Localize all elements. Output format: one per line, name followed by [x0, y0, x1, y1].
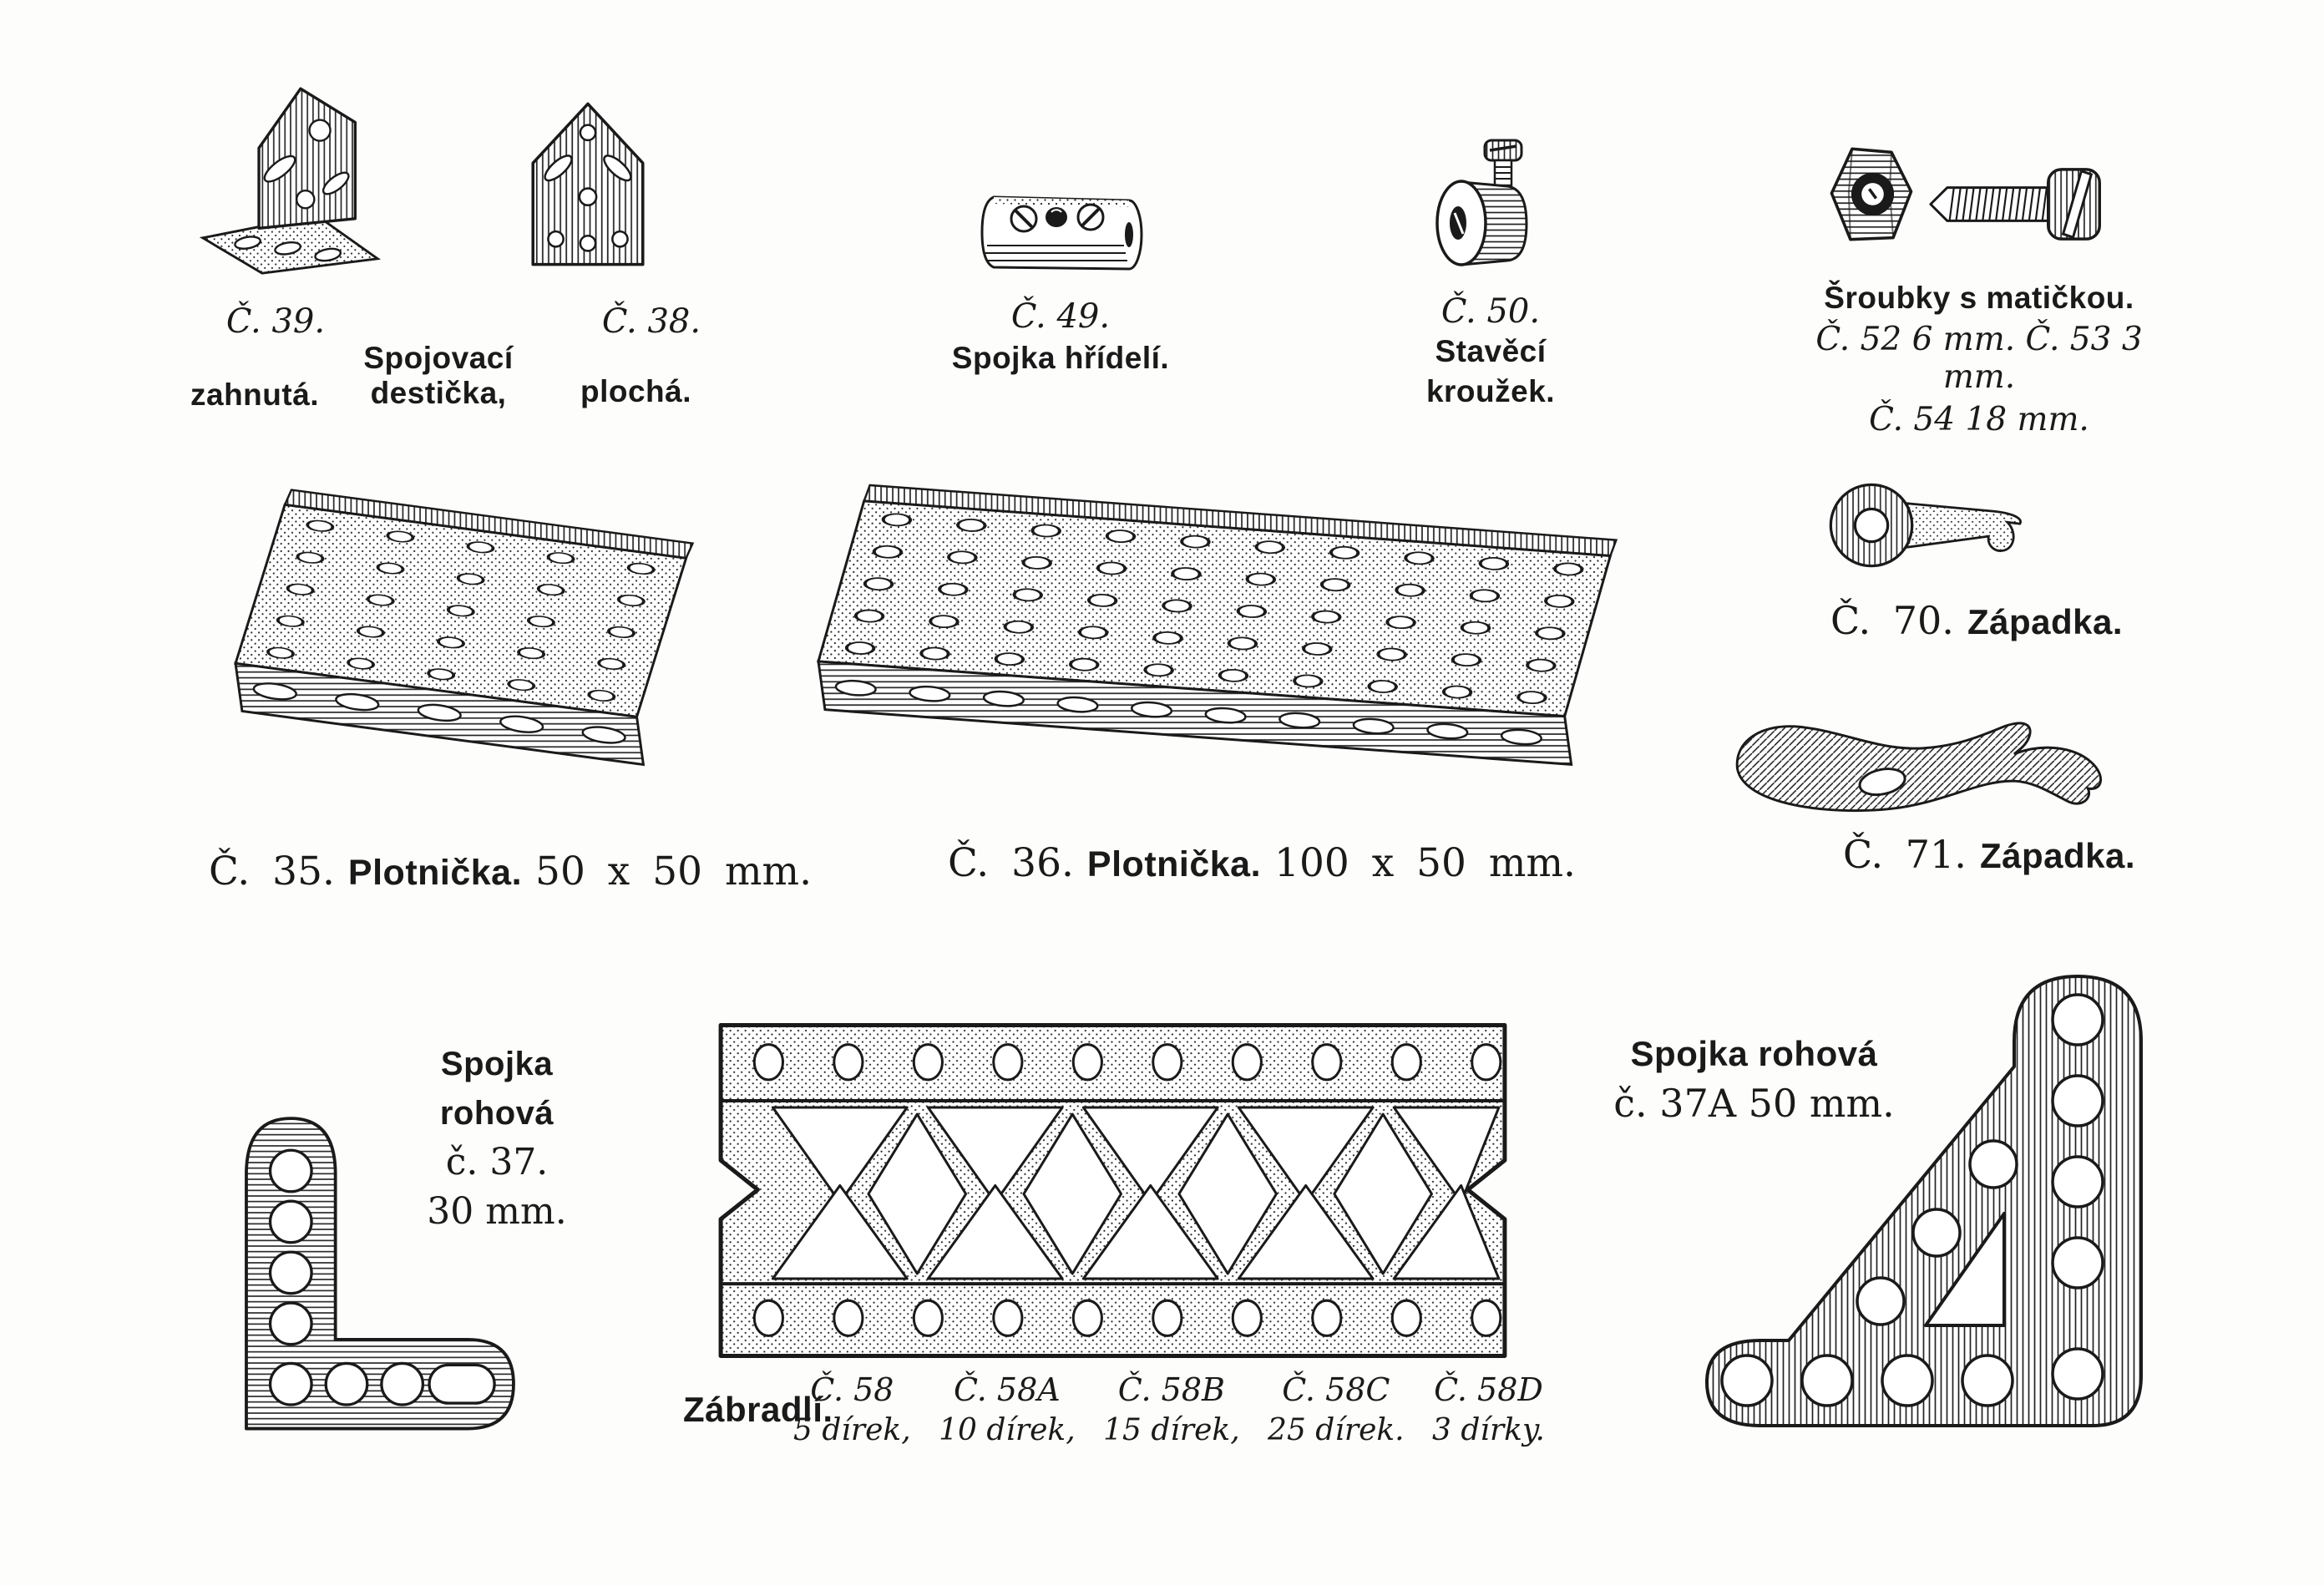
- caption-38-variant-text: plochá.: [580, 374, 692, 408]
- latch-70-drawing: [1823, 470, 2042, 580]
- zabradli-variant-58c: [1268, 1371, 1405, 1447]
- variant-58b-holes: 15 dírek,: [1103, 1413, 1240, 1447]
- caption-screws-row1: Č. 52 6 mm. Č. 53 3 mm.: [1815, 321, 2143, 396]
- caption-zabradli-label-text: Zábradlí.: [683, 1390, 833, 1429]
- caption-50: [1411, 292, 1570, 409]
- latch-71-drawing: [1719, 702, 2136, 828]
- caption-37-name2: rohová: [439, 1095, 554, 1132]
- caption-35: [209, 849, 813, 894]
- caption-37-size: 30 mm.: [427, 1190, 567, 1233]
- variant-58a-holes: 10 dírek,: [939, 1413, 1076, 1447]
- caption-39-38-shared-text: Spojovací destička,: [363, 341, 514, 410]
- caption-71-name: Západka.: [1979, 836, 2136, 875]
- variant-58d-number: Č. 58D: [1434, 1371, 1543, 1408]
- variant-58a-number: Č. 58A: [954, 1371, 1061, 1408]
- nut-drawing: [1823, 140, 1921, 251]
- plate-35-drawing: [225, 468, 731, 842]
- corner-37-drawing: [227, 1104, 549, 1438]
- caption-37a-name: Spojka rohová: [1630, 1034, 1878, 1073]
- caption-37-number: č. 37.: [445, 1141, 549, 1183]
- caption-screws: [1804, 281, 2154, 438]
- caption-35-size: 50 x 50 mm.: [535, 849, 813, 894]
- caption-38-number: [576, 302, 727, 341]
- zabradli-variant-58d: [1432, 1371, 1545, 1447]
- zabradli-variant-58b: [1103, 1371, 1240, 1447]
- caption-36-name: Plotnička.: [1086, 844, 1262, 884]
- caption-39-number-text: Č. 39.: [225, 302, 326, 341]
- caption-50-name2: kroužek.: [1425, 374, 1556, 408]
- variant-58d-holes: 3 dírky.: [1432, 1413, 1545, 1447]
- caption-70-number: Č. 70.: [1830, 598, 1954, 643]
- caption-71-number: Č. 71.: [1842, 832, 1967, 877]
- caption-36-number: Č. 36.: [948, 840, 1074, 886]
- variant-58b-number: Č. 58B: [1117, 1371, 1225, 1408]
- bracket-39-drawing: [196, 71, 384, 276]
- caption-49-name: Spojka hřídelí.: [951, 341, 1170, 375]
- plate-36-drawing: [814, 458, 1678, 840]
- caption-screws-title: Šroubky s matičkou.: [1824, 281, 2134, 315]
- caption-39-38-shared: [292, 341, 585, 411]
- variant-58c-number: Č. 58C: [1282, 1371, 1390, 1408]
- caption-50-number: Č. 50.: [1440, 292, 1541, 331]
- caption-70: [1804, 598, 2163, 643]
- caption-49: [935, 297, 1186, 376]
- variant-58c-holes: 25 dírek.: [1268, 1413, 1405, 1447]
- caption-35-name: Plotnička.: [347, 853, 523, 893]
- caption-50-name1: Stavěcí: [1435, 334, 1547, 368]
- caption-37a-number: č. 37A 50 mm.: [1613, 1081, 1895, 1126]
- caption-screws-row2: Č. 54 18 mm.: [1869, 401, 2089, 438]
- caption-36-size: 100 x 50 mm.: [1274, 840, 1576, 886]
- zabradli-variant-58: [793, 1371, 911, 1447]
- coupling-49-drawing: [975, 175, 1155, 280]
- corner-37a-drawing: [1687, 960, 2154, 1453]
- caption-38-number-text: Č. 38.: [601, 302, 701, 341]
- railing-58-drawing: [706, 1012, 1520, 1367]
- caption-37-name1: Spojka: [440, 1046, 554, 1082]
- screw-drawing: [1919, 153, 2126, 256]
- caption-49-number: Č. 49.: [1010, 297, 1111, 336]
- zabradli-variant-row: [793, 1371, 1545, 1447]
- caption-39-number: [205, 302, 347, 341]
- variant-58-number: Č. 58: [810, 1371, 894, 1408]
- variant-58-holes: 5 dírek,: [793, 1413, 911, 1447]
- caption-39-variant: [190, 377, 332, 413]
- zabradli-variant-58a: [939, 1371, 1076, 1447]
- caption-36: [948, 840, 1576, 886]
- caption-38-variant: [580, 374, 722, 409]
- caption-71: [1820, 832, 2171, 877]
- collar-50-drawing: [1420, 134, 1545, 277]
- caption-39-variant-text: zahnutá.: [190, 377, 320, 412]
- caption-35-number: Č. 35.: [209, 849, 335, 894]
- plate-38-drawing: [516, 94, 660, 276]
- caption-70-name: Západka.: [1967, 602, 2124, 641]
